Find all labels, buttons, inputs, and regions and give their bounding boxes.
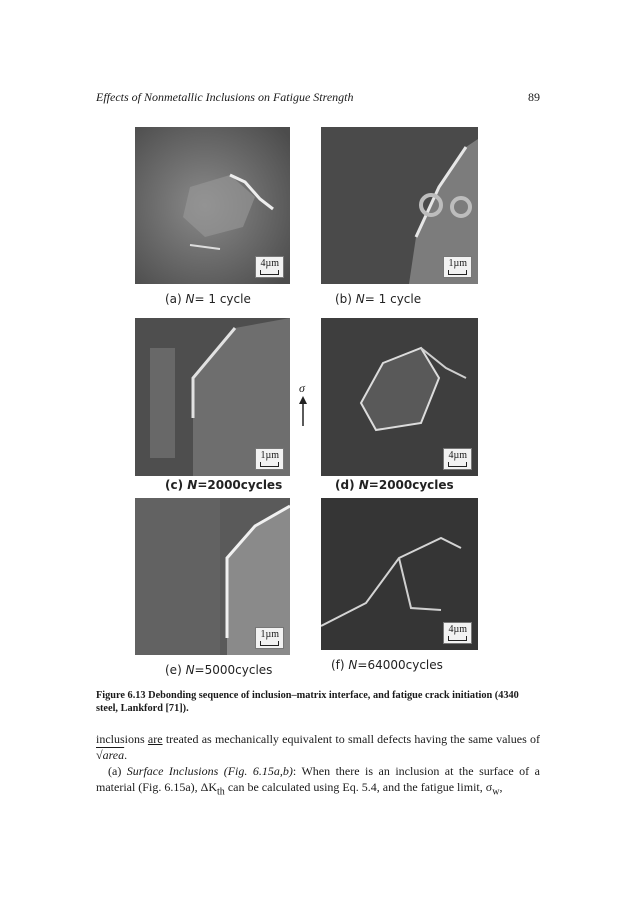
scale-label-c: 1µm: [260, 450, 279, 461]
scale-bar-d: [443, 448, 472, 470]
scale-label-e: 1µm: [260, 629, 279, 640]
paragraph-1: inclusions are treated as mechanically equivalent to small defects having the same values of √area.: [96, 732, 541, 762]
caption-c: (c) N=2000cycles: [165, 478, 283, 492]
stress-symbol: σ: [299, 381, 305, 395]
page-number: 89: [528, 90, 540, 104]
caption-d: (d) N=2000cycles: [335, 478, 454, 492]
micrograph-b: [321, 127, 478, 284]
scale-bar-e: [255, 627, 284, 649]
caption-a: (a) N= 1 cycle: [165, 292, 251, 306]
scale-label-d: 4µm: [448, 450, 467, 461]
caption-b: (b) N= 1 cycle: [335, 292, 422, 306]
scale-bar-c: [255, 448, 284, 470]
scale-bar-b: [443, 256, 472, 278]
paragraph-2: (a) Surface Inclusions (Fig. 6.15a,b): When there is an inclusion at the surface of a material (Fig. 6.15a), $\Delta K_{th}$ can be calculated using Eq. 5.4, and the fatigue limit, $\sigma_w$,: [96, 764, 540, 798]
micrograph-d: [321, 318, 478, 476]
running-header: [96, 90, 540, 105]
scale-bar-a: [255, 256, 284, 278]
scale-label-a: 4µm: [260, 258, 279, 269]
micrograph-c: [135, 318, 290, 476]
micrograph-e: [135, 498, 290, 655]
caption-f: (f) N=64000cycles: [331, 658, 443, 672]
body-text: [96, 731, 540, 800]
figure-caption: Figure 6.13 Debonding sequence of inclusion–matrix interface, and fatigue crack initiation (4340 steel, Lankford [71]).: [96, 690, 519, 714]
scale-bar-f: [443, 622, 472, 644]
caption-e: (e) N=5000cycles: [165, 663, 273, 677]
stress-arrow-icon: [298, 396, 308, 426]
scale-label-f: 4µm: [448, 624, 467, 635]
scale-label-b: 1µm: [448, 258, 467, 269]
micrograph-f: [321, 498, 478, 650]
micrograph-a: [135, 127, 290, 284]
running-title: Effects of Nonmetallic Inclusions on Fatigue Strength: [96, 90, 354, 104]
sqrt-area: √area: [96, 748, 125, 762]
